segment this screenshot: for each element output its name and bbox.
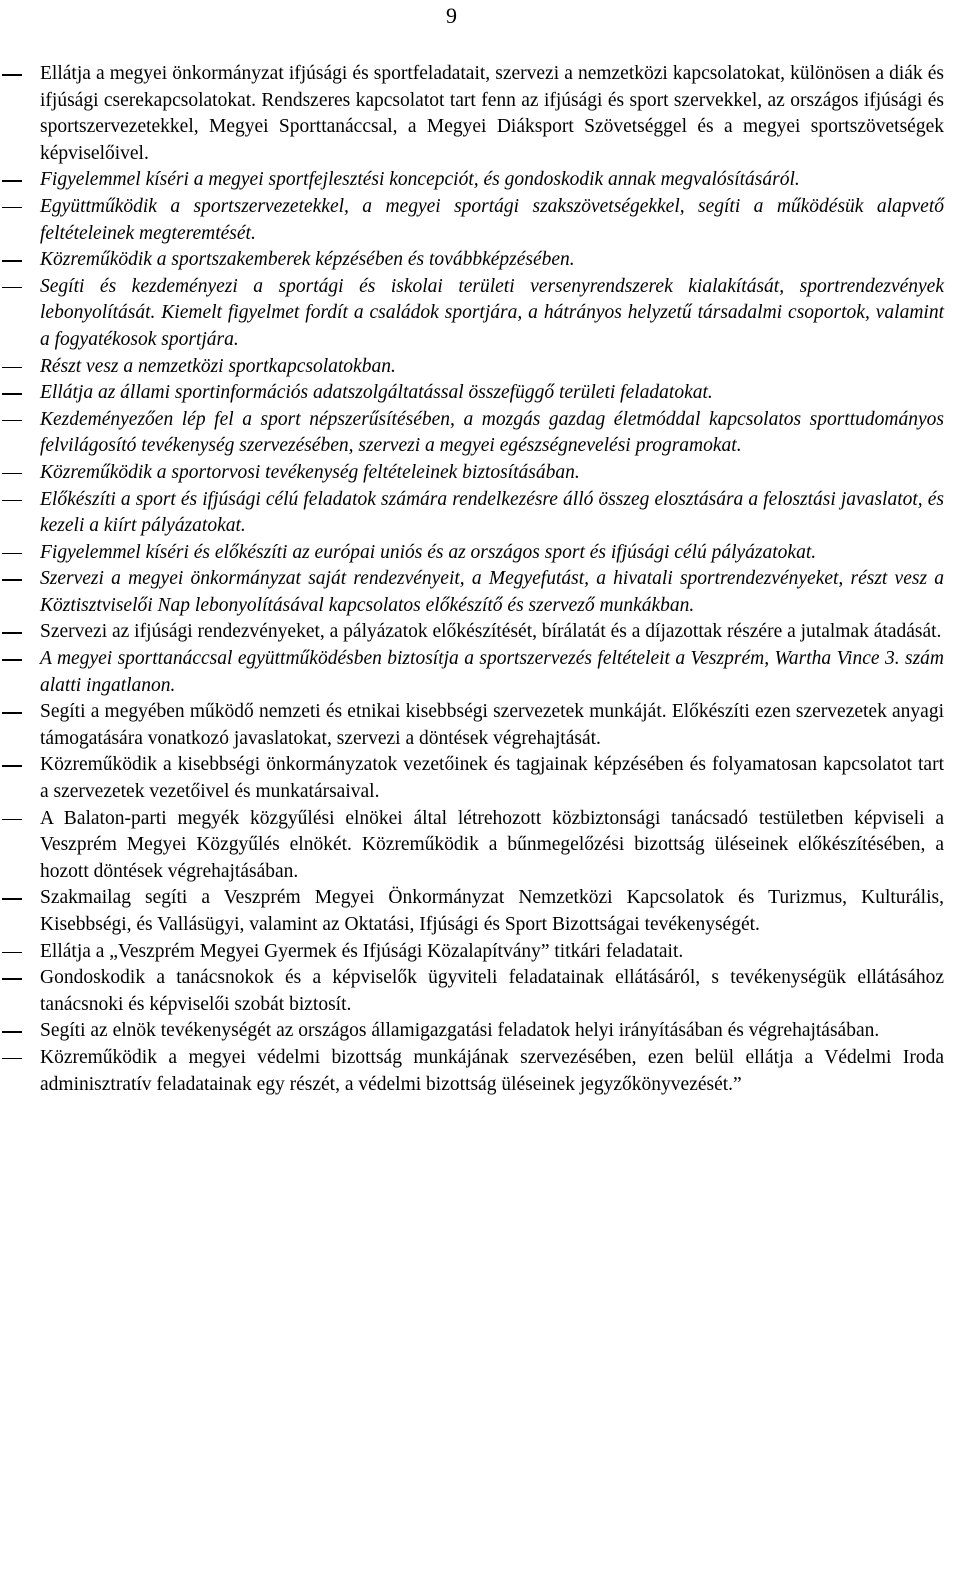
- dash-bullet-icon: [2, 420, 22, 422]
- list-item: [0, 380, 960, 407]
- list-item-text: Együttműködik a sportszervezetekkel, a megyei sportági szakszövetségekkel, segíti a működésük alapvető feltételeinek megteremtését.: [40, 195, 944, 244]
- list-item-text: Közreműködik a megyei védelmi bizottság munkájának szervezésében, ezen belül ellátja a Védelmi Iroda adminisztratív feladatainak egy részét, a védelmi bizottság üléseinek jegyzőkönyvezését.”: [40, 1046, 944, 1095]
- list-item: [0, 540, 960, 567]
- dash-bullet-icon: [2, 952, 22, 954]
- dash-bullet-icon: [2, 659, 22, 661]
- list-item: [0, 752, 960, 805]
- list-item-text: A Balaton-parti megyék közgyűlési elnökei által létrehozott közbiztonsági tanácsadó testületben képviseli a Veszprém Megyei Közgyűlés elnökét. Közreműködik a bűnmegelőzési bizottság üléseinek előkészítésében, a hozott döntések végrehajtásában.: [40, 807, 944, 882]
- list-item: [0, 460, 960, 487]
- list-item-text: Szervezi az ifjúsági rendezvényeket, a pályázatok előkészítését, bírálatát és a díjazottak részére a jutalmak átadását.: [40, 621, 942, 643]
- dash-bullet-icon: [2, 1058, 22, 1060]
- dash-bullet-icon: [2, 978, 22, 980]
- list-item-text: Közreműködik a kisebbségi önkormányzatok vezetőinek és tagjainak képzésében és folyamatosan kapcsolatot tart a szervezetek vezetőivel és munkatársaival.: [40, 754, 944, 803]
- list-item: [0, 699, 960, 752]
- responsibilities-list: [0, 61, 960, 1098]
- list-item-text: A megyei sporttanáccsal együttműködésben biztosítja a sportszervezés feltételeit a Veszprém, Wartha Vince 3. szám alatti ingatlanon.: [40, 648, 944, 696]
- list-item-text: Szervezi a megyei önkormányzat saját rendezvényeit, a Megyefutást, a hivatali sportrendezvényeket, részt vesz a Köztisztviselői Nap lebonyolításával kapcsolatos előkészítő és szervező munkákban.: [40, 568, 944, 616]
- dash-bullet-icon: [2, 500, 22, 502]
- list-item-text: Közreműködik a sportszakemberek képzésében és továbbképzésében.: [40, 249, 575, 271]
- list-item-text: Ellátja a megyei önkormányzat ifjúsági és sportfeladatait, szervezi a nemzetközi kapcsolatokat, különösen a diák és ifjúsági cserekapcsolatokat. Rendszeres kapcsolatot tart fenn az ifjúsági és sport szervekkel, az országos ifjúsági és sportszervezetekkel, Megyei Sporttanáccsal, a Megyei Diáksport Szövetséggel és a megyei sportszövetségek képviselőivel.: [40, 63, 944, 164]
- dash-bullet-icon: [2, 74, 22, 76]
- list-item-text: Előkészíti a sport és ifjúsági célú feladatok számára rendelkezésre álló összeg elosztására a felosztási javaslatot, és kezeli a kiírt pályázatokat.: [40, 488, 944, 537]
- dash-bullet-icon: [2, 393, 22, 395]
- page-number: 9: [446, 3, 457, 28]
- list-item-text: Figyelemmel kíséri a megyei sportfejlesztési koncepciót, és gondoskodik annak megvalósításáról.: [40, 169, 800, 191]
- list-item: [0, 407, 960, 460]
- list-item-text: Figyelemmel kíséri és előkészíti az európai uniós és az országos sport és ifjúsági célú pályázatokat.: [40, 541, 817, 563]
- dash-bullet-icon: [2, 207, 22, 209]
- list-item-text: Segíti és kezdeményezi a sportági és iskolai területi versenyrendszerek kialakítását, sportrendezvények lebonyolítását. Kiemelt figyelmet fordít a családok sportjára, a hátrányos helyzetű társadalmi csoportok, valamint a fogyatékosok sportjára.: [40, 275, 944, 350]
- dash-bullet-icon: [2, 1031, 22, 1033]
- list-item: [0, 939, 960, 966]
- list-item-text: Segíti a megyében működő nemzeti és etnikai kisebbségi szervezetek munkáját. Előkészíti ezen szervezetek anyagi támogatására vonatkozó javaslatokat, szervezi a döntések végrehajtását.: [40, 701, 944, 749]
- list-item: [0, 1018, 960, 1045]
- list-item: [0, 274, 960, 354]
- list-item-text: Ellátja az állami sportinformációs adatszolgáltatással összefüggő területi feladatokat.: [40, 382, 713, 404]
- dash-bullet-icon: [2, 260, 22, 262]
- dash-bullet-icon: [2, 898, 22, 900]
- list-item-text: Segíti az elnök tevékenységét az országos államigazgatási feladatok helyi irányításában és végrehajtásában.: [40, 1020, 880, 1042]
- dash-bullet-icon: [2, 819, 22, 821]
- list-item: [0, 566, 960, 619]
- list-item: [0, 1045, 960, 1098]
- dash-bullet-icon: [2, 473, 22, 475]
- list-item-text: Részt vesz a nemzetközi sportkapcsolatokban.: [40, 355, 396, 377]
- dash-bullet-icon: [2, 287, 22, 289]
- list-item: [0, 194, 960, 247]
- list-item-text: Gondoskodik a tanácsnokok és a képviselők ügyviteli feladatainak ellátásáról, s tevékenységük ellátásához tanácsnoki és képviselői szobát biztosít.: [40, 967, 944, 1015]
- list-item: [0, 619, 960, 646]
- dash-bullet-icon: [2, 712, 22, 714]
- list-item: [0, 806, 960, 886]
- list-item: [0, 487, 960, 540]
- list-item: [0, 885, 960, 938]
- list-item-text: Kezdeményezően lép fel a sport népszerűsítésében, a mozgás gazdag életmóddal kapcsolatos sporttudományos felvilágosító tevékenység szervezésében, szervezi a megyei egészségnevelési programokat.: [40, 408, 944, 457]
- list-item-text: Közreműködik a sportorvosi tevékenység feltételeinek biztosításában.: [40, 461, 580, 483]
- list-item: [0, 61, 960, 167]
- dash-bullet-icon: [2, 367, 22, 369]
- list-item: [0, 646, 960, 699]
- list-item-text: Ellátja a „Veszprém Megyei Gyermek és Ifjúsági Közalapítvány” titkári feladatait.: [40, 940, 684, 962]
- list-item-text: Szakmailag segíti a Veszprém Megyei Önkormányzat Nemzetközi Kapcsolatok és Turizmus, Kulturális, Kisebbségi, és Vallásügyi, valamint az Oktatási, Ifjúsági és Sport Bizottságai tevékenységét.: [40, 887, 944, 935]
- dash-bullet-icon: [2, 553, 22, 555]
- dash-bullet-icon: [2, 632, 22, 634]
- dash-bullet-icon: [2, 765, 22, 767]
- dash-bullet-icon: [2, 180, 22, 182]
- list-item: [0, 965, 960, 1018]
- list-item: [0, 247, 960, 274]
- list-item: [0, 167, 960, 194]
- dash-bullet-icon: [2, 579, 22, 581]
- list-item: [0, 354, 960, 381]
